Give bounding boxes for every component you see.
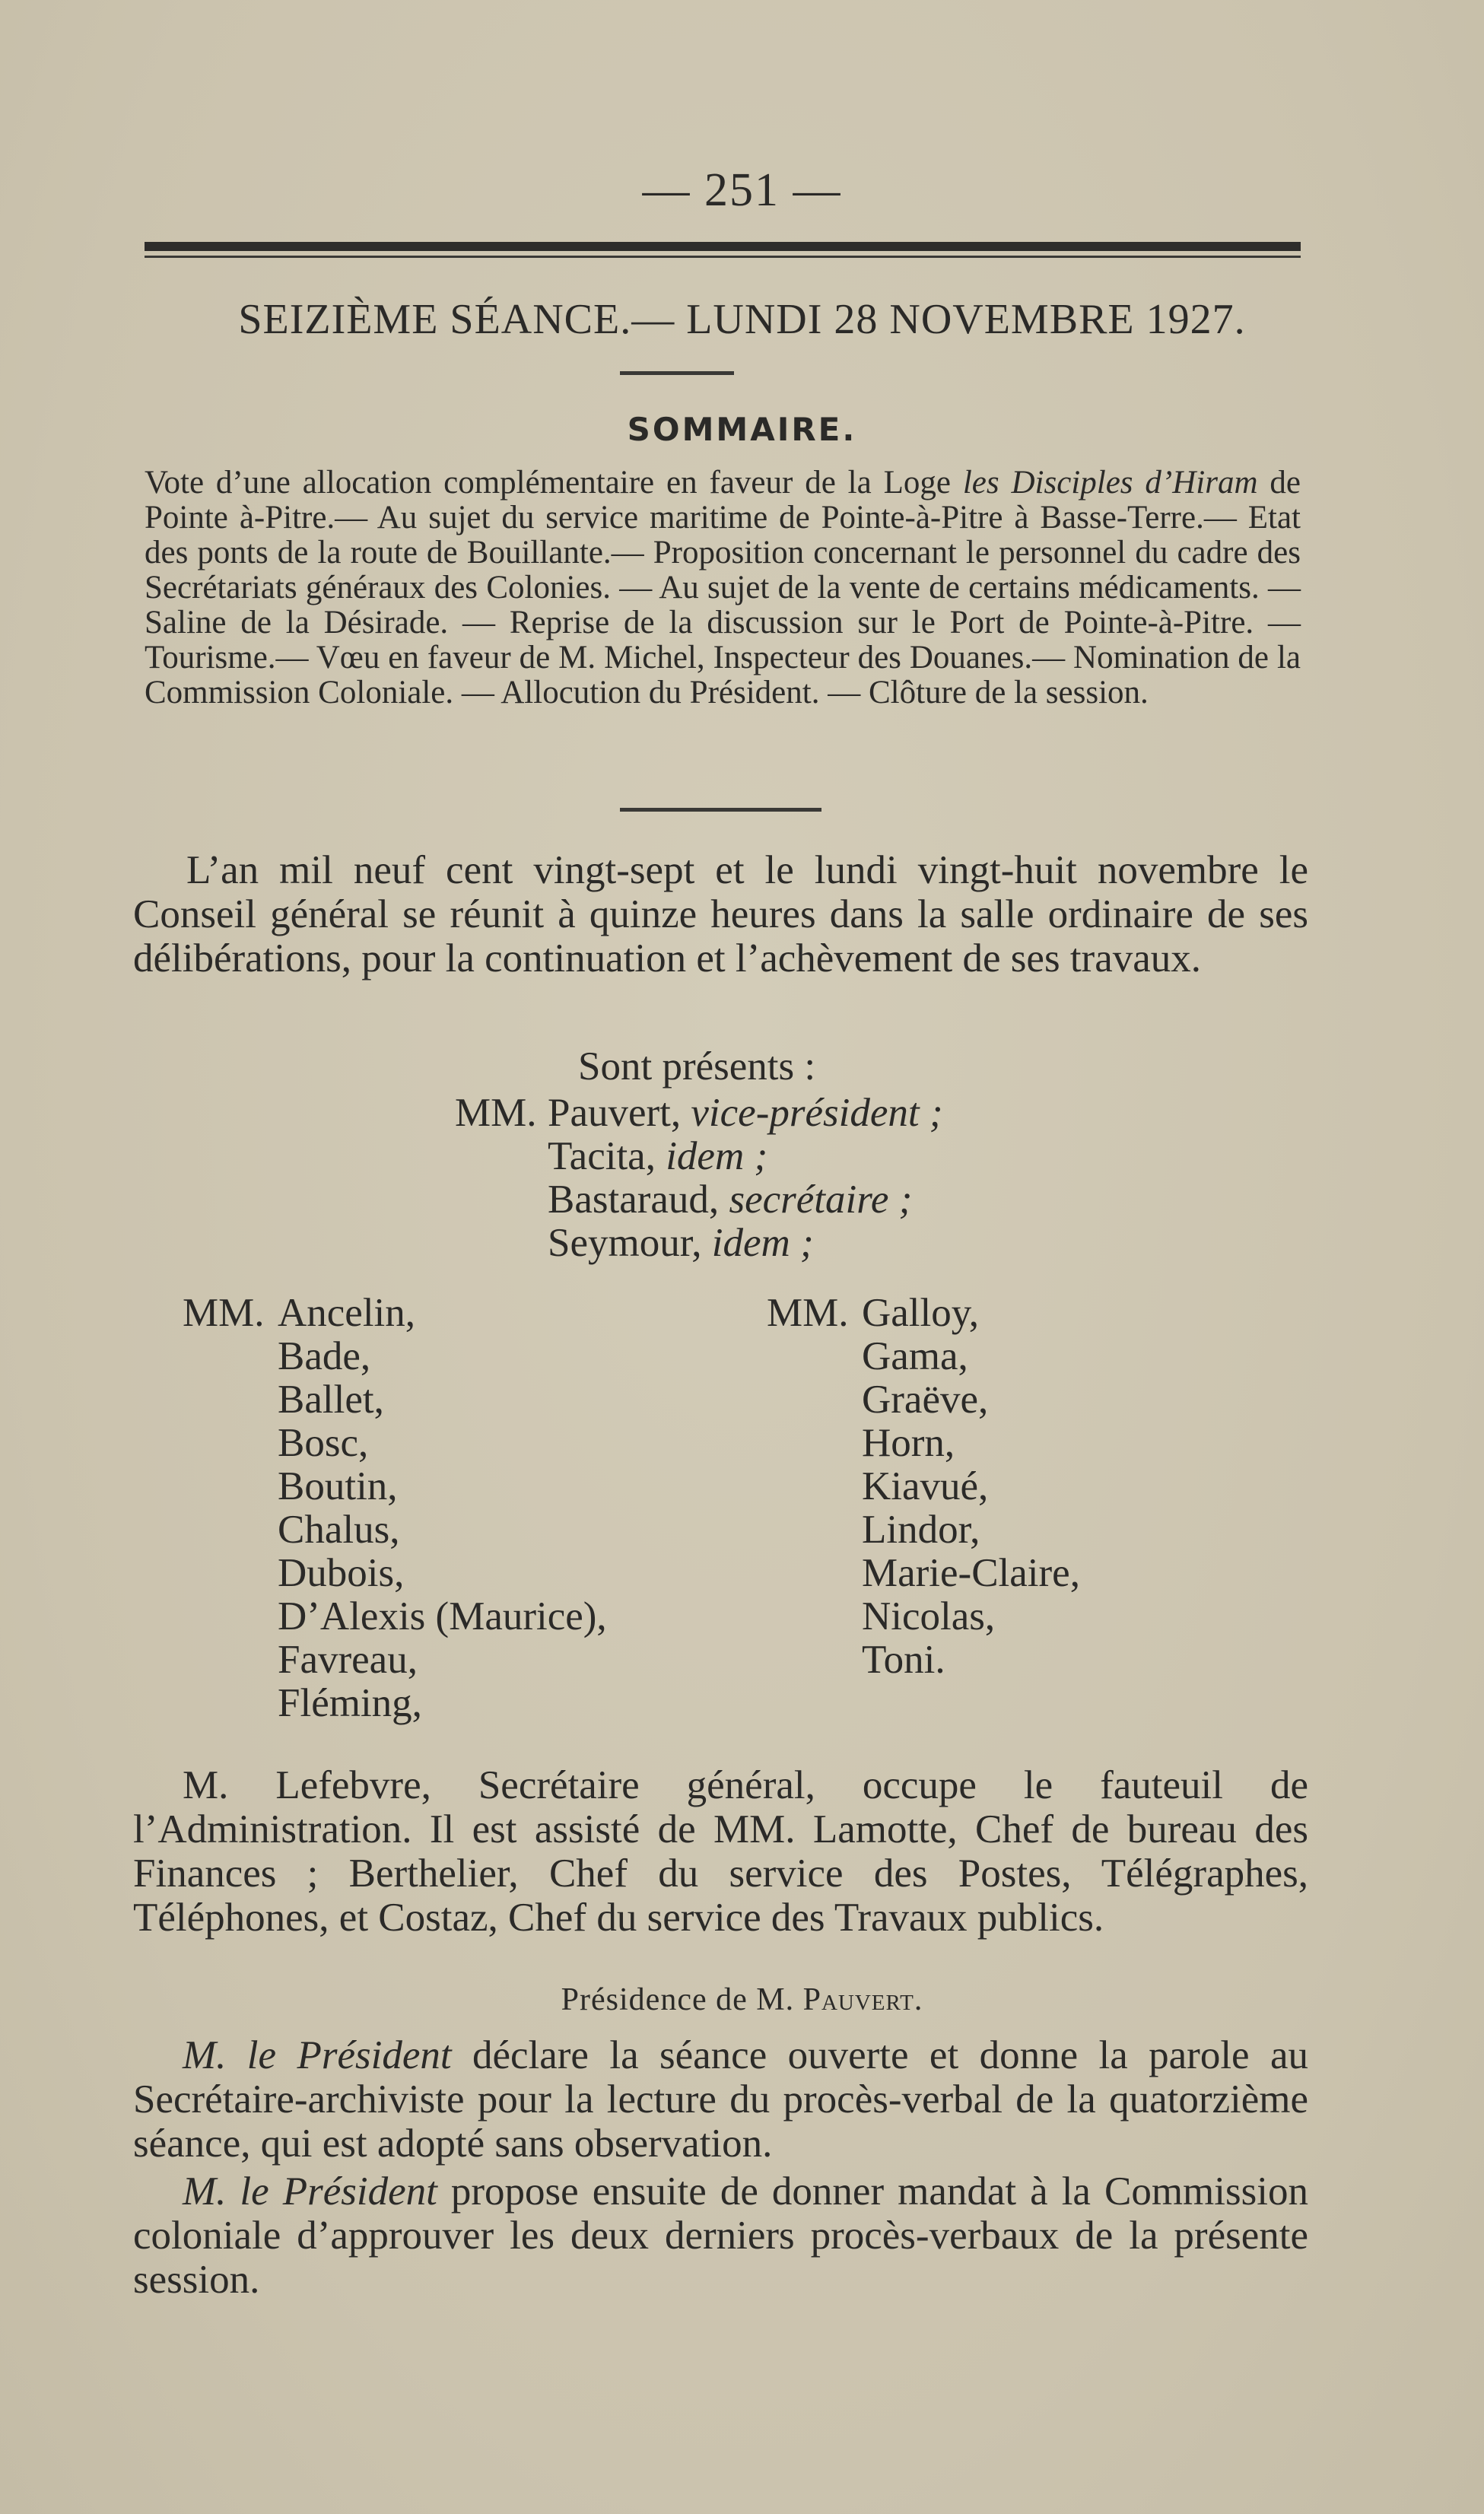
officer-row (455, 1222, 943, 1265)
officer-row (455, 1135, 943, 1178)
member-row (183, 1335, 607, 1378)
member-name: Ancelin, (278, 1291, 416, 1335)
paragraph-text: déclare la séance ouverte et donne la parole au Secrétaire-archiviste pour la lecture du procès-verbal de la quatorzième séance, qui est adopté sans observation. (133, 2033, 1308, 2166)
sommaire-heading: SOMMAIRE. (627, 411, 857, 448)
officer-name: Tacita, (548, 1134, 656, 1178)
presidence-heading (0, 1982, 1484, 2018)
member-name: Galloy, (862, 1291, 980, 1335)
sommaire-text (145, 466, 1301, 710)
member-row (183, 1292, 607, 1335)
separator-mid (620, 808, 821, 812)
member-name: Kiavué, (862, 1464, 989, 1508)
member-name: Gama, (862, 1334, 968, 1378)
member-name: Dubois, (278, 1551, 405, 1595)
member-name: D’Alexis (Maurice), (278, 1594, 607, 1638)
left-prefix: MM. (183, 1291, 265, 1335)
header-rule-thin (145, 256, 1301, 258)
officer-role: idem ; (666, 1134, 768, 1178)
officer-row (455, 1178, 943, 1222)
member-name: Ballet, (278, 1378, 384, 1422)
member-row (767, 1465, 1080, 1508)
member-name: Nicolas, (862, 1594, 996, 1638)
members-right-column (767, 1292, 1080, 1682)
header-rule-thick (145, 242, 1301, 251)
officer-role: secrétaire ; (729, 1178, 913, 1222)
member-row (183, 1638, 607, 1682)
member-row (767, 1378, 1080, 1422)
mandate-paragraph (133, 2169, 1308, 2302)
officer-role: vice-président ; (691, 1091, 943, 1135)
member-row (183, 1682, 607, 1725)
sommaire-lodge-name: les Disciples d’Hiram (962, 465, 1258, 501)
sommaire-text-a: Vote d’une allocation complémentaire en faveur de la Loge (145, 465, 963, 501)
officers-prefix: MM. (455, 1091, 537, 1135)
officer-name: Pauvert, (548, 1091, 682, 1135)
member-name: Toni. (862, 1638, 945, 1682)
presidence-suffix: . (914, 1982, 923, 2017)
member-name: Bade, (278, 1334, 371, 1378)
member-row (767, 1292, 1080, 1335)
member-row (767, 1595, 1080, 1638)
officer-name: Bastaraud, (548, 1178, 720, 1222)
member-name: Bosc, (278, 1421, 369, 1465)
right-prefix: MM. (767, 1291, 849, 1335)
member-name: Horn, (862, 1421, 955, 1465)
present-heading: Sont présents : (578, 1044, 816, 1089)
opening-paragraph: L’an mil neuf cent vingt-sept et le lundi vingt-huit novembre le Conseil général se réunit à quinze heures dans la salle ordinaire de ses délibérations, pour la continuation et l’achèvement de ses travaux. (133, 848, 1308, 980)
opening-declaration-paragraph (133, 2033, 1308, 2166)
member-row (183, 1508, 607, 1552)
member-row (767, 1638, 1080, 1682)
member-name: Graëve, (862, 1378, 989, 1422)
sommaire-text-b: de Pointe à-Pitre.— Au sujet du service maritime de Pointe-à-Pitre à Basse-Terre.— Etat des ponts de la route de Bouillante.— Proposition concernant le personnel du cadre des Secrétariats généraux des Colonies. — Au sujet de la vente de certains médicaments. — Saline de la Désirade. — Reprise de la discussion sur le Port de Pointe-à-Pitre. — Tourisme.— Vœu en faveur de M. Michel, Inspecteur des Douanes.— Nomination de la Commission Coloniale. — Allocution du Président. — Clôture de la session. (145, 465, 1301, 710)
president-label: M. le Président (183, 2033, 452, 2077)
member-row (183, 1465, 607, 1508)
officer-name: Seymour, (548, 1221, 702, 1265)
member-row (767, 1552, 1080, 1595)
president-label: M. le Président (183, 2169, 437, 2214)
officer-role: idem ; (711, 1221, 814, 1265)
member-row (183, 1595, 607, 1638)
presidence-prefix: Présidence de M. (561, 1982, 803, 2017)
member-row (767, 1335, 1080, 1378)
member-name: Lindor, (862, 1508, 980, 1552)
session-title: SEIZIÈME SÉANCE.— LUNDI 28 NOVEMBRE 1927. (238, 296, 1246, 343)
member-name: Favreau, (278, 1638, 418, 1682)
separator-short (620, 371, 734, 375)
presidence-name: Pauvert (802, 1982, 914, 2017)
member-name: Fléming, (278, 1681, 422, 1725)
member-name: Marie-Claire, (862, 1551, 1080, 1595)
member-name: Boutin, (278, 1464, 398, 1508)
member-row (183, 1378, 607, 1422)
member-row (183, 1552, 607, 1595)
member-row (767, 1508, 1080, 1552)
officer-row (455, 1092, 943, 1135)
officers-list (455, 1092, 943, 1265)
administration-paragraph: M. Lefebvre, Secrétaire général, occupe le fauteuil de l’Administration. Il est assisté de MM. Lamotte, Chef de bureau des Finances ; Berthelier, Chef du service des Postes, Télégraphes, Téléphones, et Costaz, Chef du service des Travaux publics. (133, 1763, 1308, 1940)
member-row (767, 1422, 1080, 1465)
page-number: — 251 — (642, 164, 842, 216)
member-row (183, 1422, 607, 1465)
paragraph-text: propose ensuite de donner mandat à la Commission coloniale d’approuver les deux derniers procès-verbaux de la présente session. (133, 2169, 1308, 2302)
member-name: Chalus, (278, 1508, 400, 1552)
members-left-column (183, 1292, 607, 1725)
